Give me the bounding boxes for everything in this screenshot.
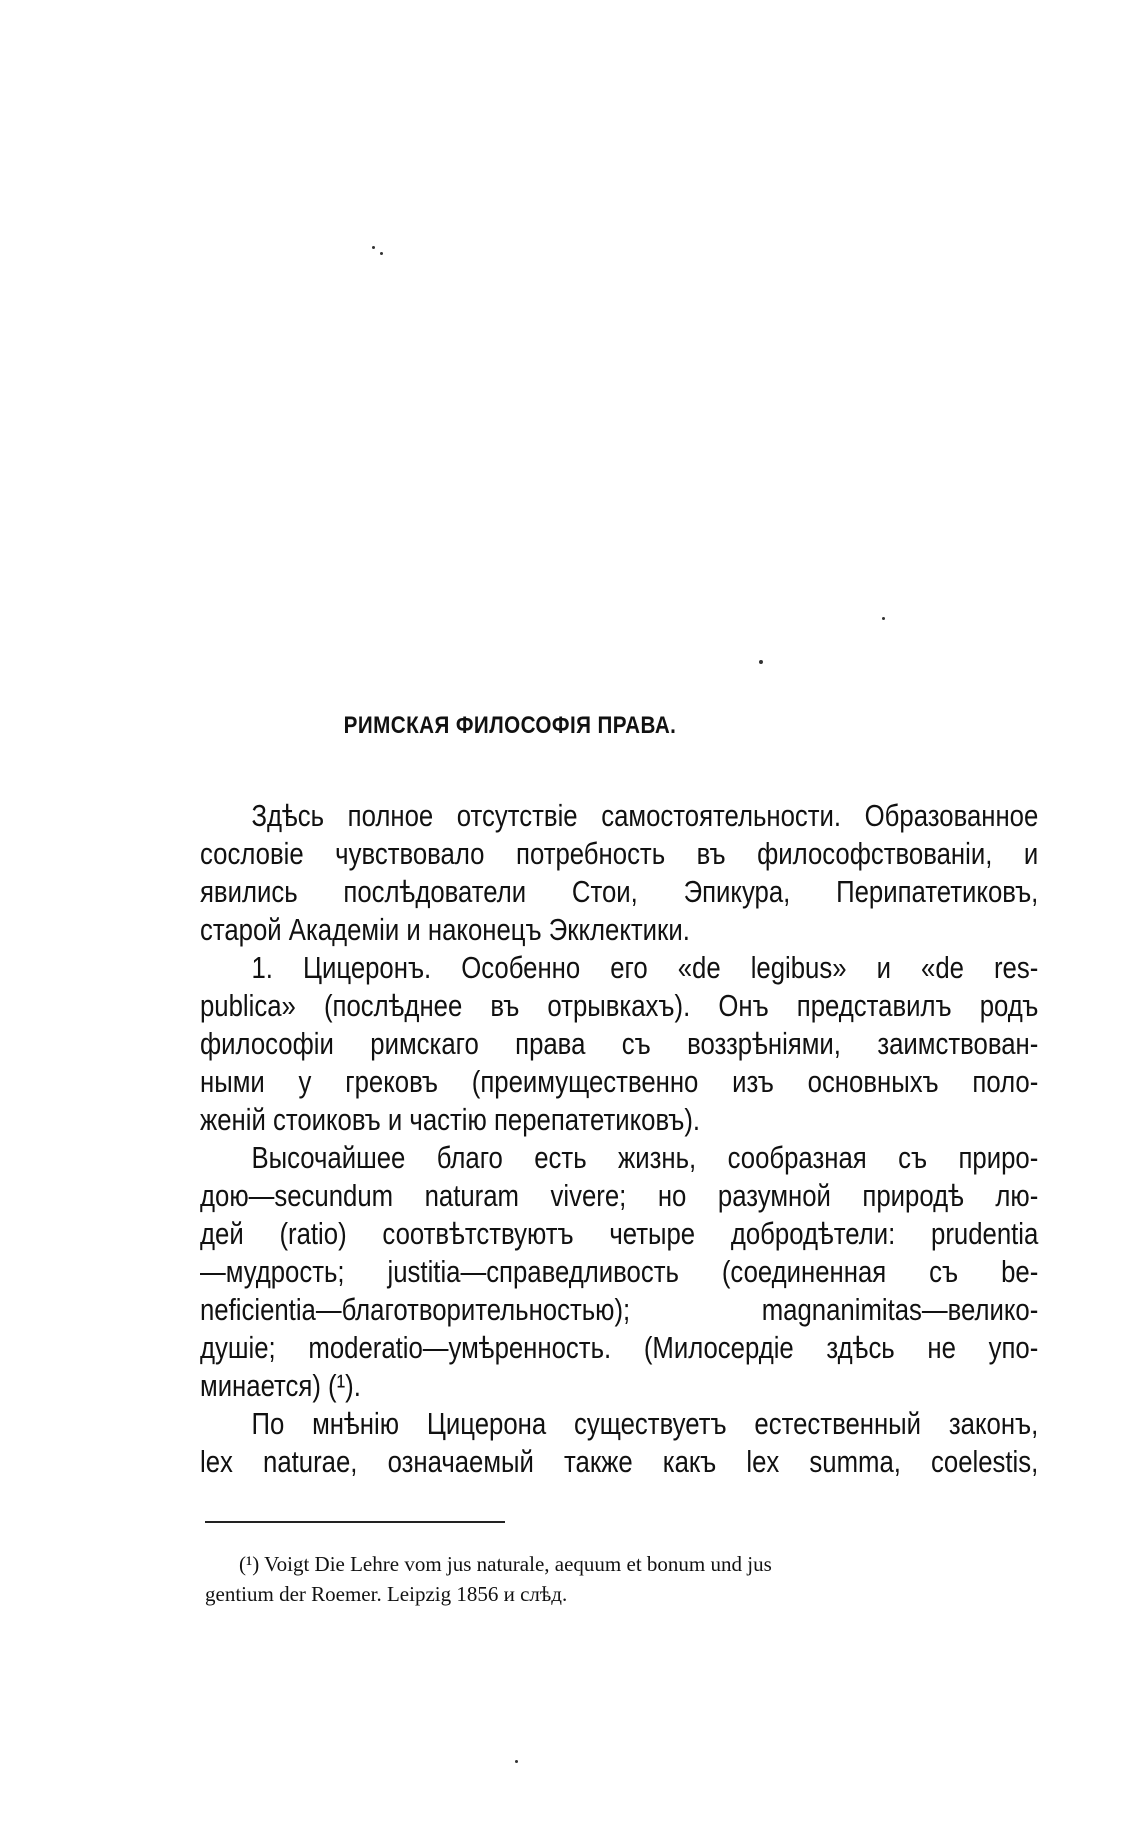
text-line: ными у грековъ (преимущественно изъ основныхъ поло- xyxy=(200,1064,1039,1099)
print-speck xyxy=(759,660,763,664)
text-line: женій стоиковъ и частію перепатетиковъ). xyxy=(200,1102,701,1137)
main-text xyxy=(200,797,1038,1481)
text-line: душіе; moderatio—умѣренность. (Милосердіе здѣсь не упо- xyxy=(200,1330,1039,1365)
print-speck xyxy=(380,252,383,255)
text-line: явились послѣдователи Стои, Эпикура, Перипатетиковъ, xyxy=(200,874,1039,909)
text-line: философіи римскаго права съ воззрѣніями, заимствован- xyxy=(200,1026,1039,1061)
print-speck xyxy=(372,246,375,249)
text-line: Высочайшее благо есть жизнь, сообразная съ приро- xyxy=(251,1140,1039,1175)
text-line: минается) (¹). xyxy=(200,1368,361,1403)
footnote-divider xyxy=(205,1521,505,1523)
paragraph xyxy=(200,797,1038,949)
footnote xyxy=(205,1549,1035,1609)
section-heading: РИМСКАЯ ФИЛОСОФІЯ ПРАВА. xyxy=(343,712,677,739)
footnote-line: (¹) Voigt Die Lehre vom jus naturale, aequum et bonum und jus xyxy=(239,1552,772,1576)
paragraph xyxy=(200,1405,1038,1481)
text-line: По мнѣнію Цицерона существуетъ естественный законъ, xyxy=(251,1406,1039,1441)
text-line: lex naturae, означаемый также какъ lex summa, coelestis, xyxy=(200,1444,1039,1479)
text-line: старой Академіи и наконецъ Экклектики. xyxy=(200,912,690,947)
text-line: дою—secundum naturam vivere; но разумной природѣ лю- xyxy=(200,1178,1039,1213)
print-speck xyxy=(515,1760,518,1763)
text-line: publica» (послѣднее въ отрывкахъ). Онъ представилъ родъ xyxy=(200,988,1039,1023)
text-line: neficientia—благотворительностью); magnanimitas—велико- xyxy=(200,1292,1039,1327)
paragraph xyxy=(200,1139,1038,1405)
text-line: —мудрость; justitia—справедливость (соединенная съ be- xyxy=(200,1254,1039,1289)
text-line: 1. Цицеронъ. Особенно его «de legibus» и «de res- xyxy=(251,950,1039,985)
text-line: дей (ratio) соотвѣтствуютъ четыре добродѣтели: prudentia xyxy=(200,1216,1039,1251)
print-speck xyxy=(882,617,885,620)
paragraph xyxy=(200,949,1038,1139)
text-line: сословіе чувствовало потребность въ философствованіи, и xyxy=(200,836,1039,871)
text-line: Здѣсь полное отсутствіе самостоятельности. Образованное xyxy=(251,798,1039,833)
footnote-line: gentium der Roemer. Leipzig 1856 и слѣд. xyxy=(205,1582,568,1606)
